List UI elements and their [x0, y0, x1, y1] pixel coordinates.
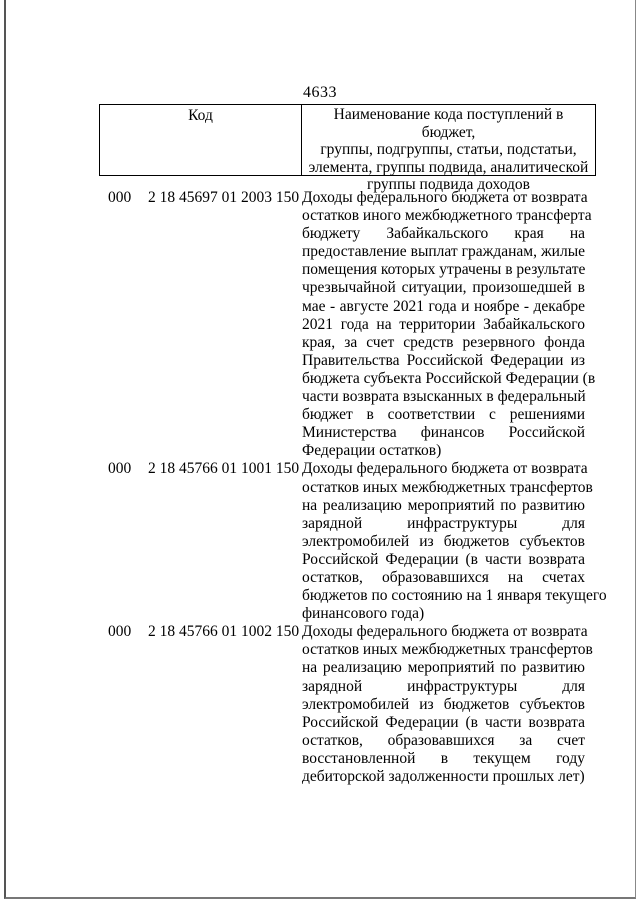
table-row [0, 189, 640, 460]
description-line: Российской Федерации (в части возврата [302, 713, 585, 731]
admin-code: 000 [108, 623, 132, 641]
admin-code: 000 [108, 460, 132, 478]
description-line: чрезвычайной ситуации, произошедшей в [302, 279, 585, 297]
income-code: 2 18 45766 01 1001 150 [148, 460, 300, 478]
description-line: части возврата взысканных в федеральный [302, 388, 586, 406]
description-line: Доходы федерального бюджета от возврата [302, 189, 588, 206]
description-line: Федерации остатков) [302, 442, 442, 460]
table-header [99, 104, 596, 193]
description-line: 2021 года на территории Забайкальского [302, 315, 585, 333]
page-number: 4633 [303, 84, 337, 101]
description-line: остатков, образовавшихся за счет [302, 731, 585, 749]
header-name-line: Наименование кода поступлений в бюджет, [333, 106, 564, 141]
header-name-label [302, 105, 596, 193]
description-line: дебиторской задолженности прошлых лет) [302, 768, 585, 785]
description-line: Российской Федерации (в части возврата [302, 550, 585, 568]
description-line: Доходы федерального бюджета от возврата [302, 460, 588, 478]
header-name-line: элемента, группы подвида, аналитической [308, 158, 589, 176]
income-code: 2 18 45766 01 1002 150 [148, 623, 300, 641]
income-description [302, 189, 596, 460]
description-line: края, за счет средств резервного фонда [302, 333, 585, 351]
description-line: электромобилей из бюджетов субъектов [302, 695, 585, 713]
table-body [0, 189, 640, 786]
description-line: помещения которых утрачены в результате [302, 261, 586, 279]
table-row [0, 460, 640, 623]
description-line: зарядной инфраструктуры для [302, 514, 585, 532]
income-description [302, 623, 593, 786]
description-line: бюджетов по состоянию на 1 января текущего [302, 587, 607, 605]
income-description [302, 460, 607, 623]
description-line: бюджет в соответствии с решениями [302, 406, 585, 424]
description-line: зарядной инфраструктуры для [302, 677, 585, 695]
description-line: на реализацию мероприятий по развитию [302, 496, 585, 514]
income-code: 2 18 45697 01 2003 150 [148, 189, 300, 206]
description-line: Правительства Российской Федерации из [302, 351, 585, 369]
description-line: восстановленной в текущем году [302, 749, 585, 767]
description-line: остатков иного межбюджетного трансферта [302, 207, 592, 225]
description-line: остатков, образовавшихся на счетах [302, 568, 585, 586]
description-line: предоставление выплат гражданам, жилые [302, 243, 585, 261]
description-line: бюджета субъекта Российской Федерации (в [302, 369, 596, 387]
table-row [0, 623, 640, 786]
header-name-line: группы подвида доходов [367, 176, 530, 193]
description-line: бюджету Забайкальского края на [302, 225, 585, 243]
description-line: на реализацию мероприятий по развитию [302, 659, 585, 677]
description-line: финансового года) [302, 605, 425, 623]
description-line: Министерства финансов Российской [302, 424, 585, 442]
admin-code: 000 [108, 189, 132, 206]
description-line: остатков иных межбюджетных трансфертов [302, 478, 593, 496]
description-line: Доходы федерального бюджета от возврата [302, 623, 588, 641]
header-name-line: группы, подгруппы, статьи, подстатьи, [320, 141, 577, 158]
header-code-label: Код [99, 105, 302, 175]
description-line: электромобилей из бюджетов субъектов [302, 532, 585, 550]
description-line: мае - августе 2021 года и ноябре - декабре [302, 297, 585, 315]
description-line: остатков иных межбюджетных трансфертов [302, 641, 593, 659]
